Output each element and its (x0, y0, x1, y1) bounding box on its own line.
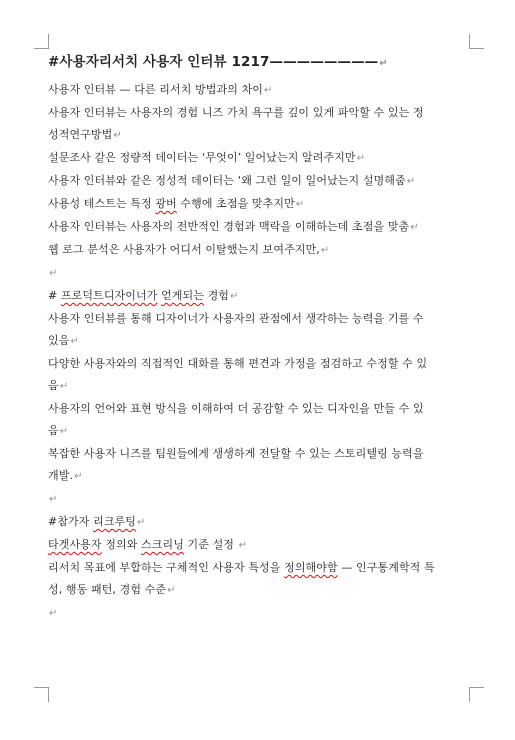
spelling-error-word[interactable]: 프로덕트디자이너가 (60, 289, 158, 302)
section-heading-experience[interactable] (48, 285, 469, 308)
paragraph-mark: ↵ (379, 58, 388, 69)
text-run: 다양한 사용자와의 직접적인 대화를 통해 편견과 가정을 점검하고 수정할 수 있 (48, 357, 428, 370)
spelling-error-word[interactable]: 스크리닝 (141, 538, 184, 551)
paragraph-mark: ↵ (49, 608, 58, 619)
document-title[interactable] (48, 52, 469, 74)
text-run: 수행에 초점을 맞추지만 (176, 197, 295, 210)
empty-paragraph[interactable] (48, 602, 469, 625)
crop-mark-bottom-right (469, 687, 484, 702)
paragraph-mark: ↵ (113, 130, 122, 141)
paragraph-13-line-2[interactable] (48, 579, 469, 602)
paragraph-7[interactable] (48, 239, 469, 262)
paragraph-10-line-2[interactable] (48, 420, 469, 443)
spelling-error-word[interactable]: 타겟사용자 (48, 538, 102, 551)
paragraph-1[interactable] (48, 79, 469, 102)
text-run: 음 (48, 379, 59, 392)
text-run: 복잡한 사용자 니즈를 팀원들에게 생생하게 전달할 수 있는 스토리텔링 능력을 (48, 447, 424, 460)
text-run: 경험 (203, 289, 230, 302)
text-run: # (48, 289, 61, 302)
text-run: #참가자 (48, 515, 94, 528)
paragraph-mark: ↵ (167, 585, 176, 596)
paragraph-8-line-2[interactable] (48, 330, 469, 353)
text-run: 음 (48, 424, 59, 437)
crop-mark-top-left (34, 34, 49, 49)
empty-paragraph[interactable] (48, 262, 469, 285)
text-run: 사용자 인터뷰 — 다른 리서치 방법과의 차이 (48, 83, 264, 96)
text-run: 웹 로그 분석은 사용자가 어디서 이탈했는지 보여주지만, (48, 243, 320, 256)
paragraph-9-line-1[interactable] (48, 353, 469, 375)
text-run: 리서치 목표에 부합하는 구체적인 사용자 특성을 (48, 561, 285, 574)
spelling-error-word[interactable]: 리크루팅 (93, 515, 136, 528)
paragraph-2-line-1[interactable] (48, 102, 469, 124)
paragraph-mark: ↵ (410, 222, 419, 233)
title-text: #사용자리서치 사용자 인터뷰 1217———————— (48, 54, 379, 70)
paragraph-4[interactable] (48, 170, 469, 193)
text-run: 사용성 테스트는 특정 (48, 197, 156, 210)
spelling-error-word[interactable]: 얻게되는 (161, 289, 204, 302)
paragraph-2-line-2[interactable] (48, 124, 469, 147)
paragraph-9-line-2[interactable] (48, 375, 469, 398)
paragraph-11-line-1[interactable] (48, 443, 469, 465)
paragraph-mark: ↵ (74, 471, 83, 482)
paragraph-mark: ↵ (264, 85, 273, 96)
paragraph-3[interactable] (48, 147, 469, 170)
text-run: 사용자 인터뷰는 사용자의 전반적인 경험과 맥락을 이해하는데 초점을 맞춤 (48, 220, 410, 233)
paragraph-mark: ↵ (295, 199, 305, 210)
spelling-error-word[interactable]: 정의해야함 (284, 561, 338, 574)
paragraph-6[interactable] (48, 216, 469, 239)
text-run: 정의와 (101, 538, 142, 551)
paragraph-12[interactable] (48, 534, 469, 557)
text-run: 성, 행동 패턴, 경험 수준 (48, 583, 167, 596)
paragraph-mark: ↵ (320, 245, 330, 256)
text-run: 사용자 인터뷰는 사용자의 경험 니즈 가치 욕구를 깊이 있게 파악할 수 있는 정 (48, 106, 424, 119)
paragraph-8-line-1[interactable] (48, 308, 469, 330)
paragraph-10-line-1[interactable] (48, 398, 469, 420)
paragraph-mark: ↵ (356, 153, 366, 164)
paragraph-mark: ↵ (49, 494, 58, 505)
text-run: 사용자 인터뷰와 같은 정성적 데이터는 ‘왜 그런 일이 일어났는지 설명해줌 (48, 174, 406, 187)
paragraph-13-line-1[interactable] (48, 557, 469, 579)
paragraph-11-line-2[interactable] (48, 465, 469, 488)
text-run: 있음 (48, 334, 70, 347)
text-run: — 인구통계학적 특 (337, 561, 435, 574)
text-run: 기준 설정 (183, 538, 238, 551)
paragraph-mark: ↵ (59, 381, 69, 392)
spelling-error-word[interactable]: 광버 (155, 197, 177, 210)
document-page[interactable] (48, 52, 469, 625)
crop-mark-bottom-left (34, 687, 49, 702)
paragraph-mark: ↵ (238, 540, 248, 551)
text-run: 사용자의 언어와 표현 방식을 이해하여 더 공감할 수 있는 디자인을 만들 수 있 (48, 402, 424, 415)
text-run: 사용자 인터뷰를 통해 디자이너가 사용자의 관점에서 생각하는 능력을 기를 수 (48, 312, 424, 325)
text-run: 설문조사 같은 정량적 데이터는 ‘무엇이’ 일어났는지 알려주지만 (48, 151, 356, 164)
text-run: 개발. (48, 469, 74, 482)
paragraph-5[interactable] (48, 193, 469, 216)
section-heading-recruiting[interactable] (48, 511, 469, 534)
paragraph-mark: ↵ (230, 291, 239, 302)
paragraph-mark: ↵ (137, 517, 146, 528)
paragraph-mark: ↵ (49, 268, 58, 279)
text-run: 성적연구방법 (48, 128, 113, 141)
empty-paragraph[interactable] (48, 488, 469, 511)
paragraph-mark: ↵ (406, 176, 416, 187)
paragraph-mark: ↵ (59, 426, 69, 437)
paragraph-mark: ↵ (70, 336, 79, 347)
crop-mark-top-right (469, 34, 484, 49)
